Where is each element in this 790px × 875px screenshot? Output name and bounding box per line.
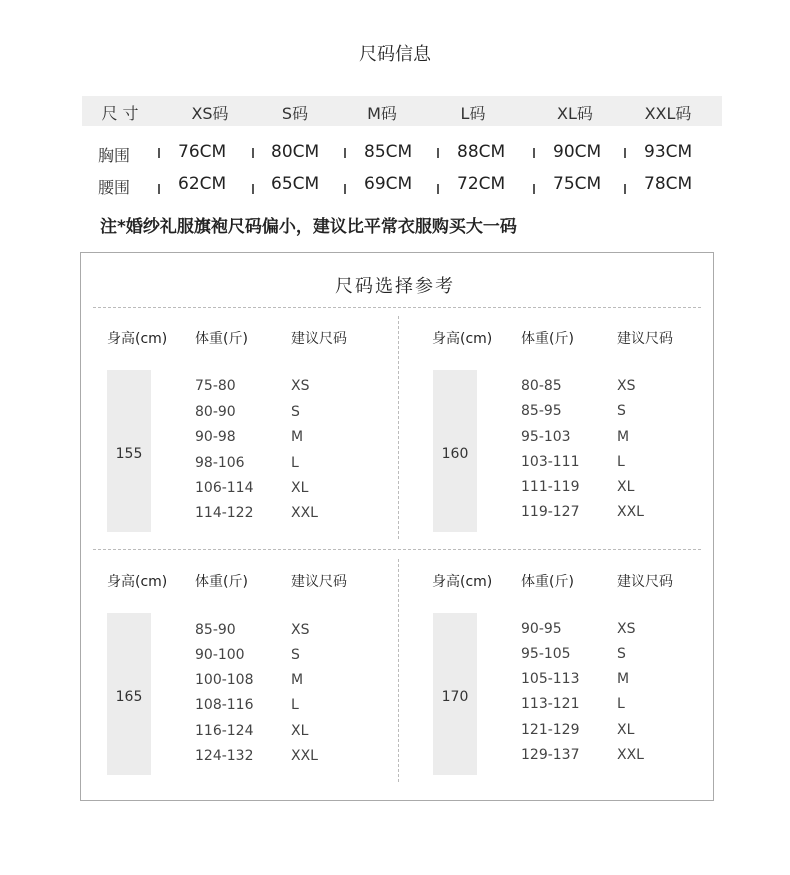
size-value: XXL: [291, 505, 318, 521]
weight-range: 103-111: [521, 454, 580, 470]
weight-range: 124-132: [195, 748, 254, 764]
size-value: XL: [291, 480, 309, 496]
size-header-xxl: XXL码: [644, 104, 692, 123]
height-value: 170: [441, 689, 469, 705]
chest-m: 85CM: [364, 142, 413, 162]
row-separator: [252, 184, 254, 194]
col-header-weight: 体重(斤): [521, 574, 574, 590]
size-header-s: S码: [281, 104, 309, 123]
size-guide-title: 尺码选择参考: [335, 276, 455, 297]
size-value: XS: [291, 378, 310, 394]
size-header-xl: XL码: [557, 104, 593, 123]
weight-range: 113-121: [521, 696, 580, 712]
size-header-xs: XS码: [191, 104, 229, 123]
size-value: XL: [617, 722, 635, 738]
weight-range: 119-127: [521, 504, 580, 520]
divider: [93, 549, 701, 550]
height-value: 165: [115, 689, 143, 705]
divider: [398, 316, 399, 539]
row-separator: [437, 184, 439, 194]
weight-range: 105-113: [521, 671, 580, 687]
size-value: S: [617, 646, 626, 662]
size-value: M: [617, 671, 630, 687]
col-header-height: 身高(cm): [107, 574, 168, 590]
waist-s: 65CM: [271, 174, 320, 194]
row-separator: [252, 148, 254, 158]
col-header-size: 建议尺码: [617, 574, 673, 590]
size-value: M: [291, 429, 304, 445]
col-header-weight: 体重(斤): [521, 331, 574, 347]
size-header-l: L码: [460, 104, 486, 123]
size-value: XXL: [291, 748, 318, 764]
weight-range: 116-124: [195, 723, 254, 739]
weight-range: 98-106: [195, 455, 245, 471]
row-separator: [624, 148, 626, 158]
size-header-label: 尺 寸: [101, 104, 139, 123]
row-separator: [624, 184, 626, 194]
col-header-weight: 体重(斤): [195, 331, 248, 347]
weight-range: 80-90: [195, 404, 236, 420]
chest-xl: 90CM: [553, 142, 602, 162]
size-value: L: [291, 697, 299, 713]
weight-range: 95-103: [521, 429, 571, 445]
size-value: XXL: [617, 747, 644, 763]
size-value: XS: [291, 622, 310, 638]
weight-range: 90-98: [195, 429, 236, 445]
col-header-weight: 体重(斤): [195, 574, 248, 590]
chest-xxl: 93CM: [644, 142, 693, 162]
weight-range: 80-85: [521, 378, 562, 394]
height-value: 155: [115, 446, 143, 462]
weight-range: 75-80: [195, 378, 236, 394]
col-header-height: 身高(cm): [107, 331, 168, 347]
size-value: S: [617, 403, 626, 419]
size-value: XS: [617, 621, 636, 637]
weight-range: 100-108: [195, 672, 254, 688]
row-separator: [158, 184, 160, 194]
col-header-size: 建议尺码: [617, 331, 673, 347]
col-header-size: 建议尺码: [291, 331, 347, 347]
size-value: L: [617, 696, 625, 712]
page-title: 尺码信息: [359, 44, 431, 65]
height-value: 160: [441, 446, 469, 462]
divider: [398, 559, 399, 782]
weight-range: 85-90: [195, 622, 236, 638]
weight-range: 85-95: [521, 403, 562, 419]
waist-l: 72CM: [457, 174, 506, 194]
weight-range: 121-129: [521, 722, 580, 738]
size-value: XL: [617, 479, 635, 495]
row-label-waist: 腰围: [98, 178, 131, 197]
col-header-size: 建议尺码: [291, 574, 347, 590]
size-header-m: M码: [367, 104, 397, 123]
waist-xl: 75CM: [553, 174, 602, 194]
col-header-height: 身高(cm): [432, 574, 493, 590]
weight-range: 129-137: [521, 747, 580, 763]
size-value: L: [291, 455, 299, 471]
weight-range: 114-122: [195, 505, 254, 521]
size-value: M: [617, 429, 630, 445]
weight-range: 90-95: [521, 621, 562, 637]
row-separator: [533, 184, 535, 194]
waist-xs: 62CM: [178, 174, 227, 194]
chest-s: 80CM: [271, 142, 320, 162]
waist-m: 69CM: [364, 174, 413, 194]
size-note: 注*婚纱礼服旗袍尺码偏小，建议比平常衣服购买大一码: [100, 217, 517, 237]
row-separator: [158, 148, 160, 158]
row-separator: [533, 148, 535, 158]
row-separator: [344, 184, 346, 194]
weight-range: 108-116: [195, 697, 254, 713]
col-header-height: 身高(cm): [432, 331, 493, 347]
size-value: L: [617, 454, 625, 470]
size-value: XXL: [617, 504, 644, 520]
size-value: S: [291, 647, 300, 663]
size-value: M: [291, 672, 304, 688]
weight-range: 95-105: [521, 646, 571, 662]
divider: [93, 307, 701, 308]
weight-range: 106-114: [195, 480, 254, 496]
weight-range: 90-100: [195, 647, 245, 663]
chest-l: 88CM: [457, 142, 506, 162]
size-value: XS: [617, 378, 636, 394]
row-label-chest: 胸围: [98, 146, 131, 165]
weight-range: 111-119: [521, 479, 580, 495]
size-value: XL: [291, 723, 309, 739]
size-value: S: [291, 404, 300, 420]
waist-xxl: 78CM: [644, 174, 693, 194]
chest-xs: 76CM: [178, 142, 227, 162]
row-separator: [344, 148, 346, 158]
row-separator: [437, 148, 439, 158]
